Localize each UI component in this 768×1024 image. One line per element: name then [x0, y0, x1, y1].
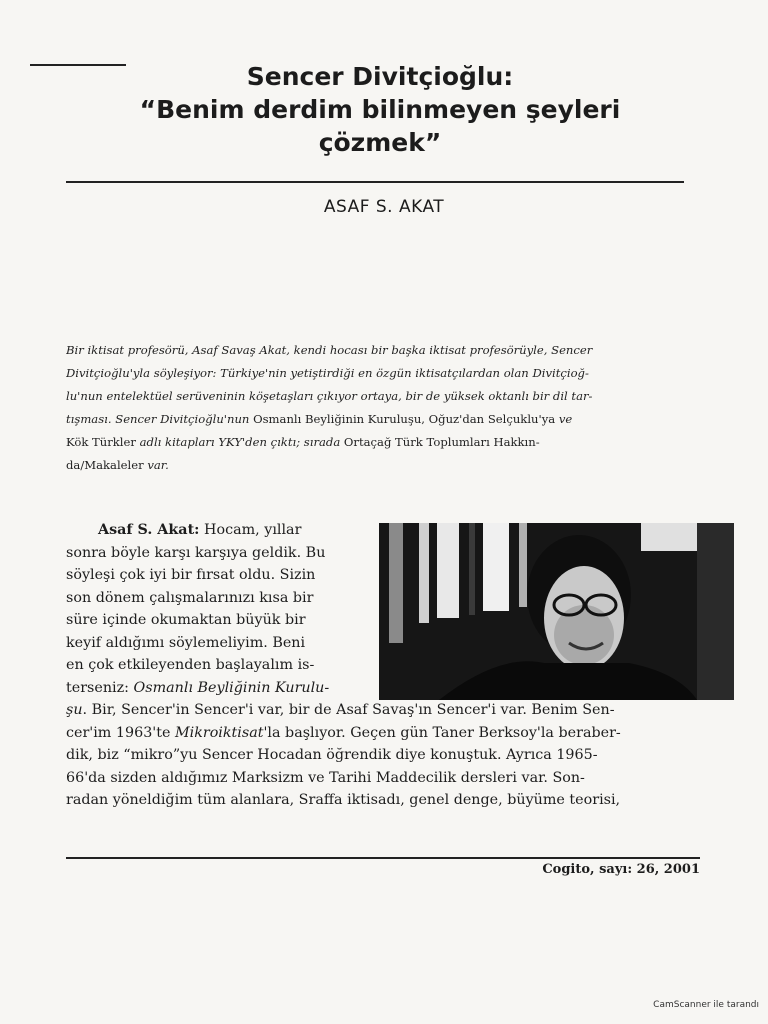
title-line-2: “Benim derdim bilinmeyen şeyleri	[139, 95, 621, 124]
body-text: 'la başlıyor. Geçen gün Taner Berksoy'la beraber-	[263, 724, 621, 741]
book-title: şu	[66, 702, 83, 718]
body-text: Hocam, yıllar	[199, 522, 302, 538]
intro-text: var.	[143, 458, 169, 472]
body-line: 66'da sizden aldığımız Marksizm ve Tarihi Maddecilik dersleri var. Son-	[66, 769, 585, 786]
scanner-watermark: CamScanner ile tarandı	[653, 1000, 759, 1010]
intro-line	[66, 431, 702, 454]
intro-book-title: da/Makaleler	[66, 458, 144, 472]
body-line: en çok etkileyenden başlayalım is-	[66, 657, 315, 673]
body-line: son dönem çalışmalarınızı kısa bir	[66, 589, 314, 606]
intro-line: Bir iktisat profesörü, Asaf Savaş Akat, kendi hocası bir başka iktisat profesörüyle, Sencer	[66, 343, 593, 357]
intro-line: lu'nun entelektüel serüveninin köşetaşları çıkıyor ortaya, bir de yüksek oktanlı bir dil tar-	[66, 389, 593, 403]
book-title: Osmanlı Beyliğinin Kurulu-	[133, 679, 330, 696]
title-line-1: Sencer Divitçioğlu:	[246, 62, 514, 91]
intro-paragraph	[66, 339, 702, 477]
intro-book-title: Ortaçağ Türk Toplumları Hakkın-	[343, 435, 540, 449]
source-citation: Cogito, sayı: 26, 2001	[542, 862, 700, 877]
body-line	[66, 519, 366, 542]
footer-divider	[66, 857, 700, 859]
interview-continuation	[66, 699, 706, 812]
intro-text: ve	[555, 412, 573, 426]
body-line: radan yöneldiğim tüm alanlara, Sraffa iktisadı, genel denge, büyüme teorisi,	[66, 792, 621, 808]
portrait-photo	[379, 523, 734, 700]
body-line: keyif aldığımı söylemeliyim. Beni	[66, 634, 306, 651]
portrait-photo-graphic	[379, 523, 734, 700]
author-byline: ASAF S. AKAT	[323, 197, 445, 217]
body-line: söyleşi çok iyi bir fırsat oldu. Sizin	[66, 567, 316, 583]
article-title	[60, 60, 700, 159]
body-text: . Bir, Sencer'in Sencer'i var, bir de Asaf Savaş'ın Sencer'i var. Benim Sen-	[82, 702, 615, 718]
intro-book-title: Kök Türkler	[66, 435, 136, 449]
intro-line	[66, 454, 702, 477]
body-line	[66, 677, 366, 700]
book-title: Mikroiktisat	[174, 724, 264, 741]
body-line	[66, 722, 706, 745]
body-text: cer'im 1963'te	[66, 724, 175, 741]
intro-book-title: Osmanlı Beyliğinin Kuruluşu, Oğuz'dan Selçuklu'ya	[253, 412, 556, 426]
title-line-3: çözmek”	[318, 128, 442, 157]
intro-text: tışması. Sencer Divitçioğlu'nun	[66, 412, 254, 426]
interview-column	[66, 519, 366, 699]
body-line	[66, 699, 706, 722]
intro-text: adlı kitapları YKY'den çıktı; sırada	[135, 435, 344, 449]
body-line: süre içinde okumaktan büyük bir	[66, 612, 306, 628]
body-line: sonra böyle karşı karşıya geldik. Bu	[66, 544, 326, 561]
title-divider	[66, 181, 684, 183]
body-text: terseniz:	[66, 679, 134, 696]
intro-line	[66, 408, 702, 431]
body-line: dik, biz “mikro”yu Sencer Hocadan öğrendik diye konuştuk. Ayrıca 1965-	[66, 747, 598, 763]
speaker-label: Asaf S. Akat:	[98, 522, 200, 538]
intro-line: Divitçioğlu'yla söyleşiyor: Türkiye'nin yetiştirdiği en özgün iktisatçılardan olan Divitçioğ-	[66, 366, 589, 380]
